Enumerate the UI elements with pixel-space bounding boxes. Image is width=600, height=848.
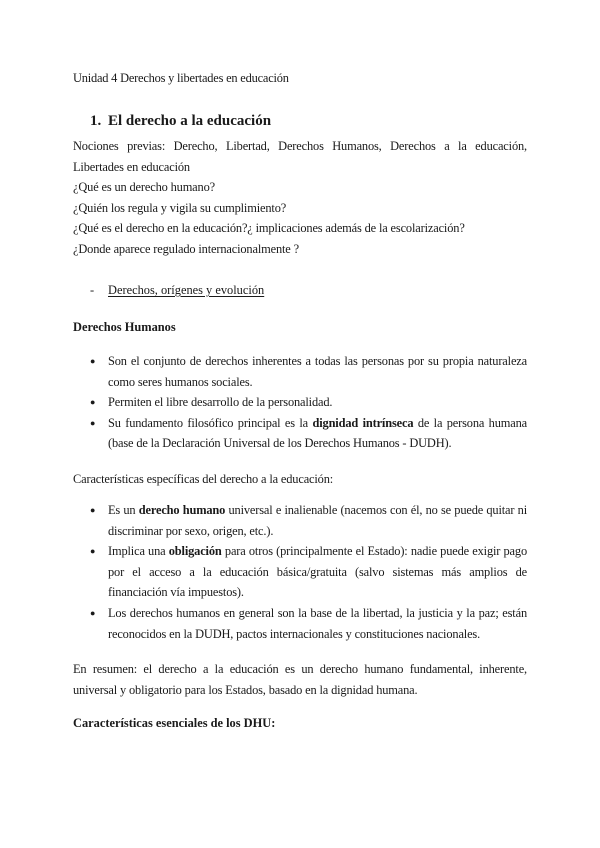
list-item: ● Es un derecho humano universal e inalienable (nacemos con él, no se puede quitar ni discriminar por sexo, origen, etc.). (73, 500, 527, 541)
human-rights-heading: Derechos Humanos (73, 320, 176, 334)
section-heading (90, 113, 271, 130)
specific-characteristics-list (73, 500, 527, 644)
bullet-icon: ● (90, 397, 96, 408)
bullet-icon: ● (90, 356, 96, 366)
list-item: ● Su fundamento filosófico principal es la dignidad intrínseca de la persona humana (base de la Declaración Universal de los Derechos Humanos - DUDH). (73, 413, 527, 454)
subsection-title: Derechos, orígenes y evolución (108, 283, 265, 297)
emphasis: obligación (168, 544, 222, 559)
list-item: ● Son el conjunto de derechos inherentes a todas las personas por su propia naturaleza como seres humanos sociales. (73, 351, 527, 392)
summary-paragraph: En resumen: el derecho a la educación es un derecho humano fundamental, inherente, universal y obligatorio para los Estados, basado en la dignidad humana. (73, 662, 527, 697)
section-title: El derecho a la educación (108, 113, 272, 129)
question-1: ¿Qué es un derecho humano? (73, 180, 215, 194)
bullet-icon: ● (90, 505, 96, 515)
bullet-icon: ● (90, 607, 96, 618)
specific-intro: Características específicas del derecho a la educación: (73, 472, 334, 486)
emphasis: derecho humano (138, 503, 226, 517)
essential-heading: Características esenciales de los DHU: (73, 716, 276, 730)
list-item: ● Los derechos humanos en general son la base de la libertad, la justicia y la paz; están reconocidos en la DUDH, pactos internacionales y constituciones nacionales. (73, 603, 527, 644)
questions-list (73, 177, 527, 259)
unit-title: Unidad 4 Derechos y libertades en educación (73, 71, 289, 85)
section-number: 1. (90, 113, 102, 129)
question-3: ¿Qué es el derecho en la educación?¿ implicaciones además de la escolarización? (73, 221, 465, 236)
bullet-icon: ● (90, 546, 96, 557)
prior-notions: Nociones previas: Derecho, Libertad, Derechos Humanos, Derechos a la educación, Libertades en educación (73, 139, 527, 174)
human-rights-list (73, 351, 527, 454)
question-2: ¿Quién los regula y vigila su cumplimiento? (73, 200, 287, 215)
emphasis: dignidad intrínseca (312, 415, 414, 430)
list-item: ● Implica una obligación para otros (principalmente el Estado): nadie puede exigir pago por el acceso a la educación básica/gratuita (salvo sistemas más amplios de financiación vía impuestos). (73, 541, 527, 603)
subsection-item (90, 283, 264, 298)
bullet-icon: ● (90, 417, 96, 428)
question-4: ¿Donde aparece regulado internacionalmente ? (73, 241, 299, 256)
list-item: ● Permiten el libre desarrollo de la personalidad. (73, 392, 527, 413)
dash-marker: - (90, 283, 95, 297)
